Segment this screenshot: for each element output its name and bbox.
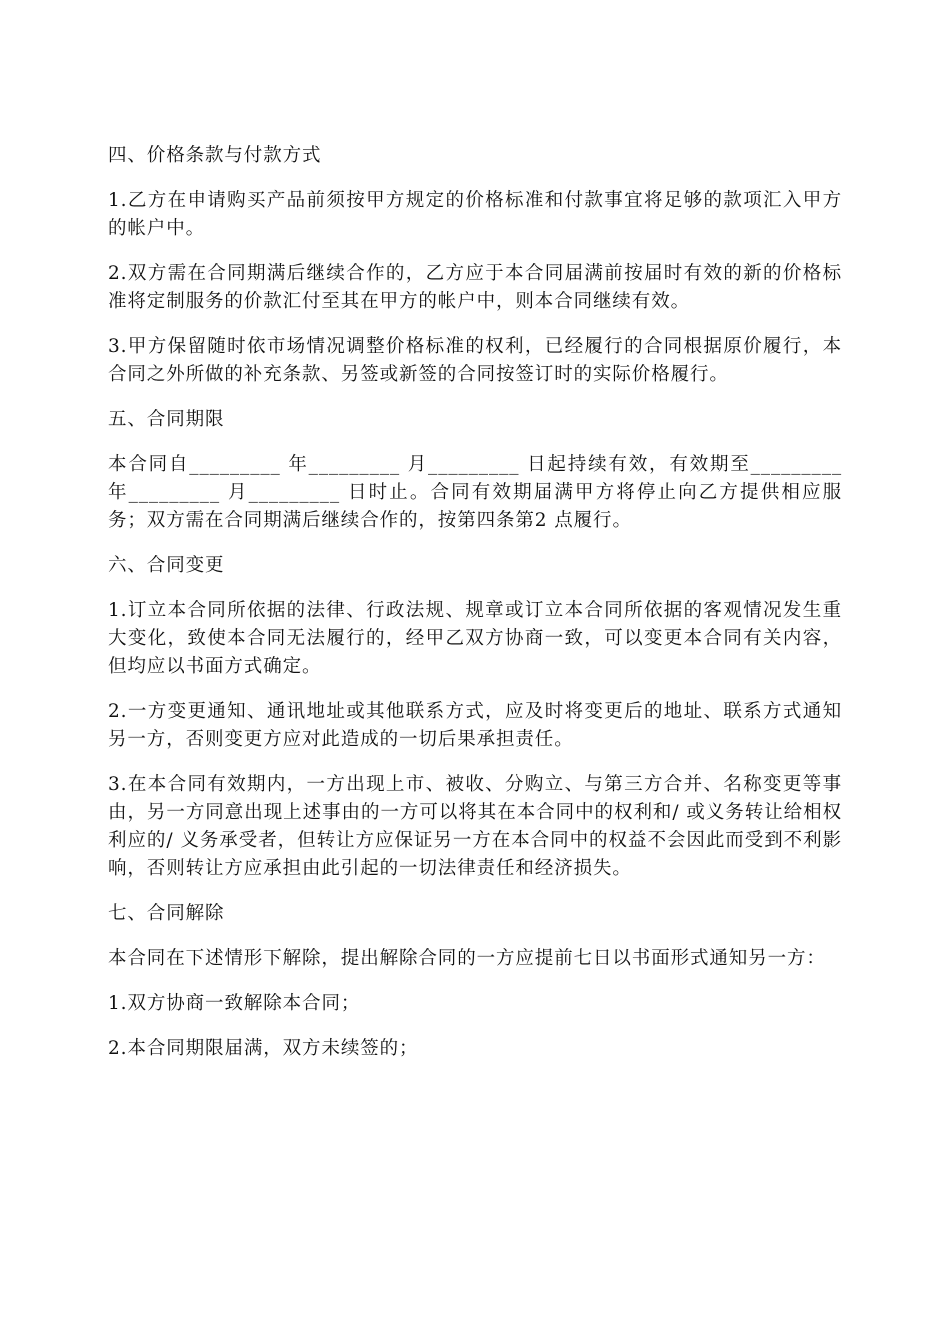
paragraph: 2.本合同期限届满，双方未续签的； — [108, 1038, 419, 1059]
paragraph: 3.甲方保留随时依市场情况调整价格标准的权利，已经履行的合同根据原价履行，本合同之外所做的补充条款、另签或新签的合同按签订时的实际价格履行。 — [108, 336, 842, 385]
paragraph: 1.乙方在申请购买产品前须按甲方规定的价格标准和付款事宜将足够的款项汇入甲方的帐户中。 — [108, 190, 842, 239]
paragraph: 本合同自_________ 年_________ 月_________ 日起持续有效，有效期至_________ 年_________ 月_________ 日时止。合同有效期届满甲方将停止向乙方提供相应服务；双方需在合同期满后继续合作的，按第四条第2 点履行。 — [108, 454, 842, 531]
section-contract-term — [108, 406, 842, 535]
section-price-terms — [108, 142, 842, 389]
document-page — [108, 142, 842, 1080]
section-contract-termination — [108, 900, 842, 1063]
paragraph: 2.双方需在合同期满后继续合作的，乙方应于本合同届满前按届时有效的新的价格标准将定制服务的价款汇付至其在甲方的帐户中，则本合同继续有效。 — [108, 263, 842, 312]
paragraph: 2.一方变更通知、通讯地址或其他联系方式，应及时将变更后的地址、联系方式通知另一方，否则变更方应对此造成的一切后果承担责任。 — [108, 701, 842, 750]
section-heading: 六、合同变更 — [108, 555, 225, 576]
paragraph: 1.订立本合同所依据的法律、行政法规、规章或订立本合同所依据的客观情况发生重大变化，致使本合同无法履行的，经甲乙双方协商一致，可以变更本合同有关内容，但均应以书面方式确定。 — [108, 600, 842, 677]
section-heading: 五、合同期限 — [108, 409, 225, 430]
paragraph: 3.在本合同有效期内，一方出现上市、被收、分购立、与第三方合并、名称变更等事由，另一方同意出现上述事由的一方可以将其在本合同中的权利和/ 或义务转让给相权利应的/ 义务承受者，但转让方应保证另一方在本合同中的权益不会因此而受到不利影响，否则转让方应承担由此引起的一切法律责任和经济损失。 — [108, 774, 842, 879]
paragraph: 1.双方协商一致解除本合同； — [108, 993, 361, 1014]
section-heading: 四、价格条款与付款方式 — [108, 145, 322, 166]
paragraph: 本合同在下述情形下解除，提出解除合同的一方应提前七日以书面形式通知另一方： — [108, 948, 826, 969]
section-contract-change — [108, 552, 842, 883]
section-heading: 七、合同解除 — [108, 903, 225, 924]
